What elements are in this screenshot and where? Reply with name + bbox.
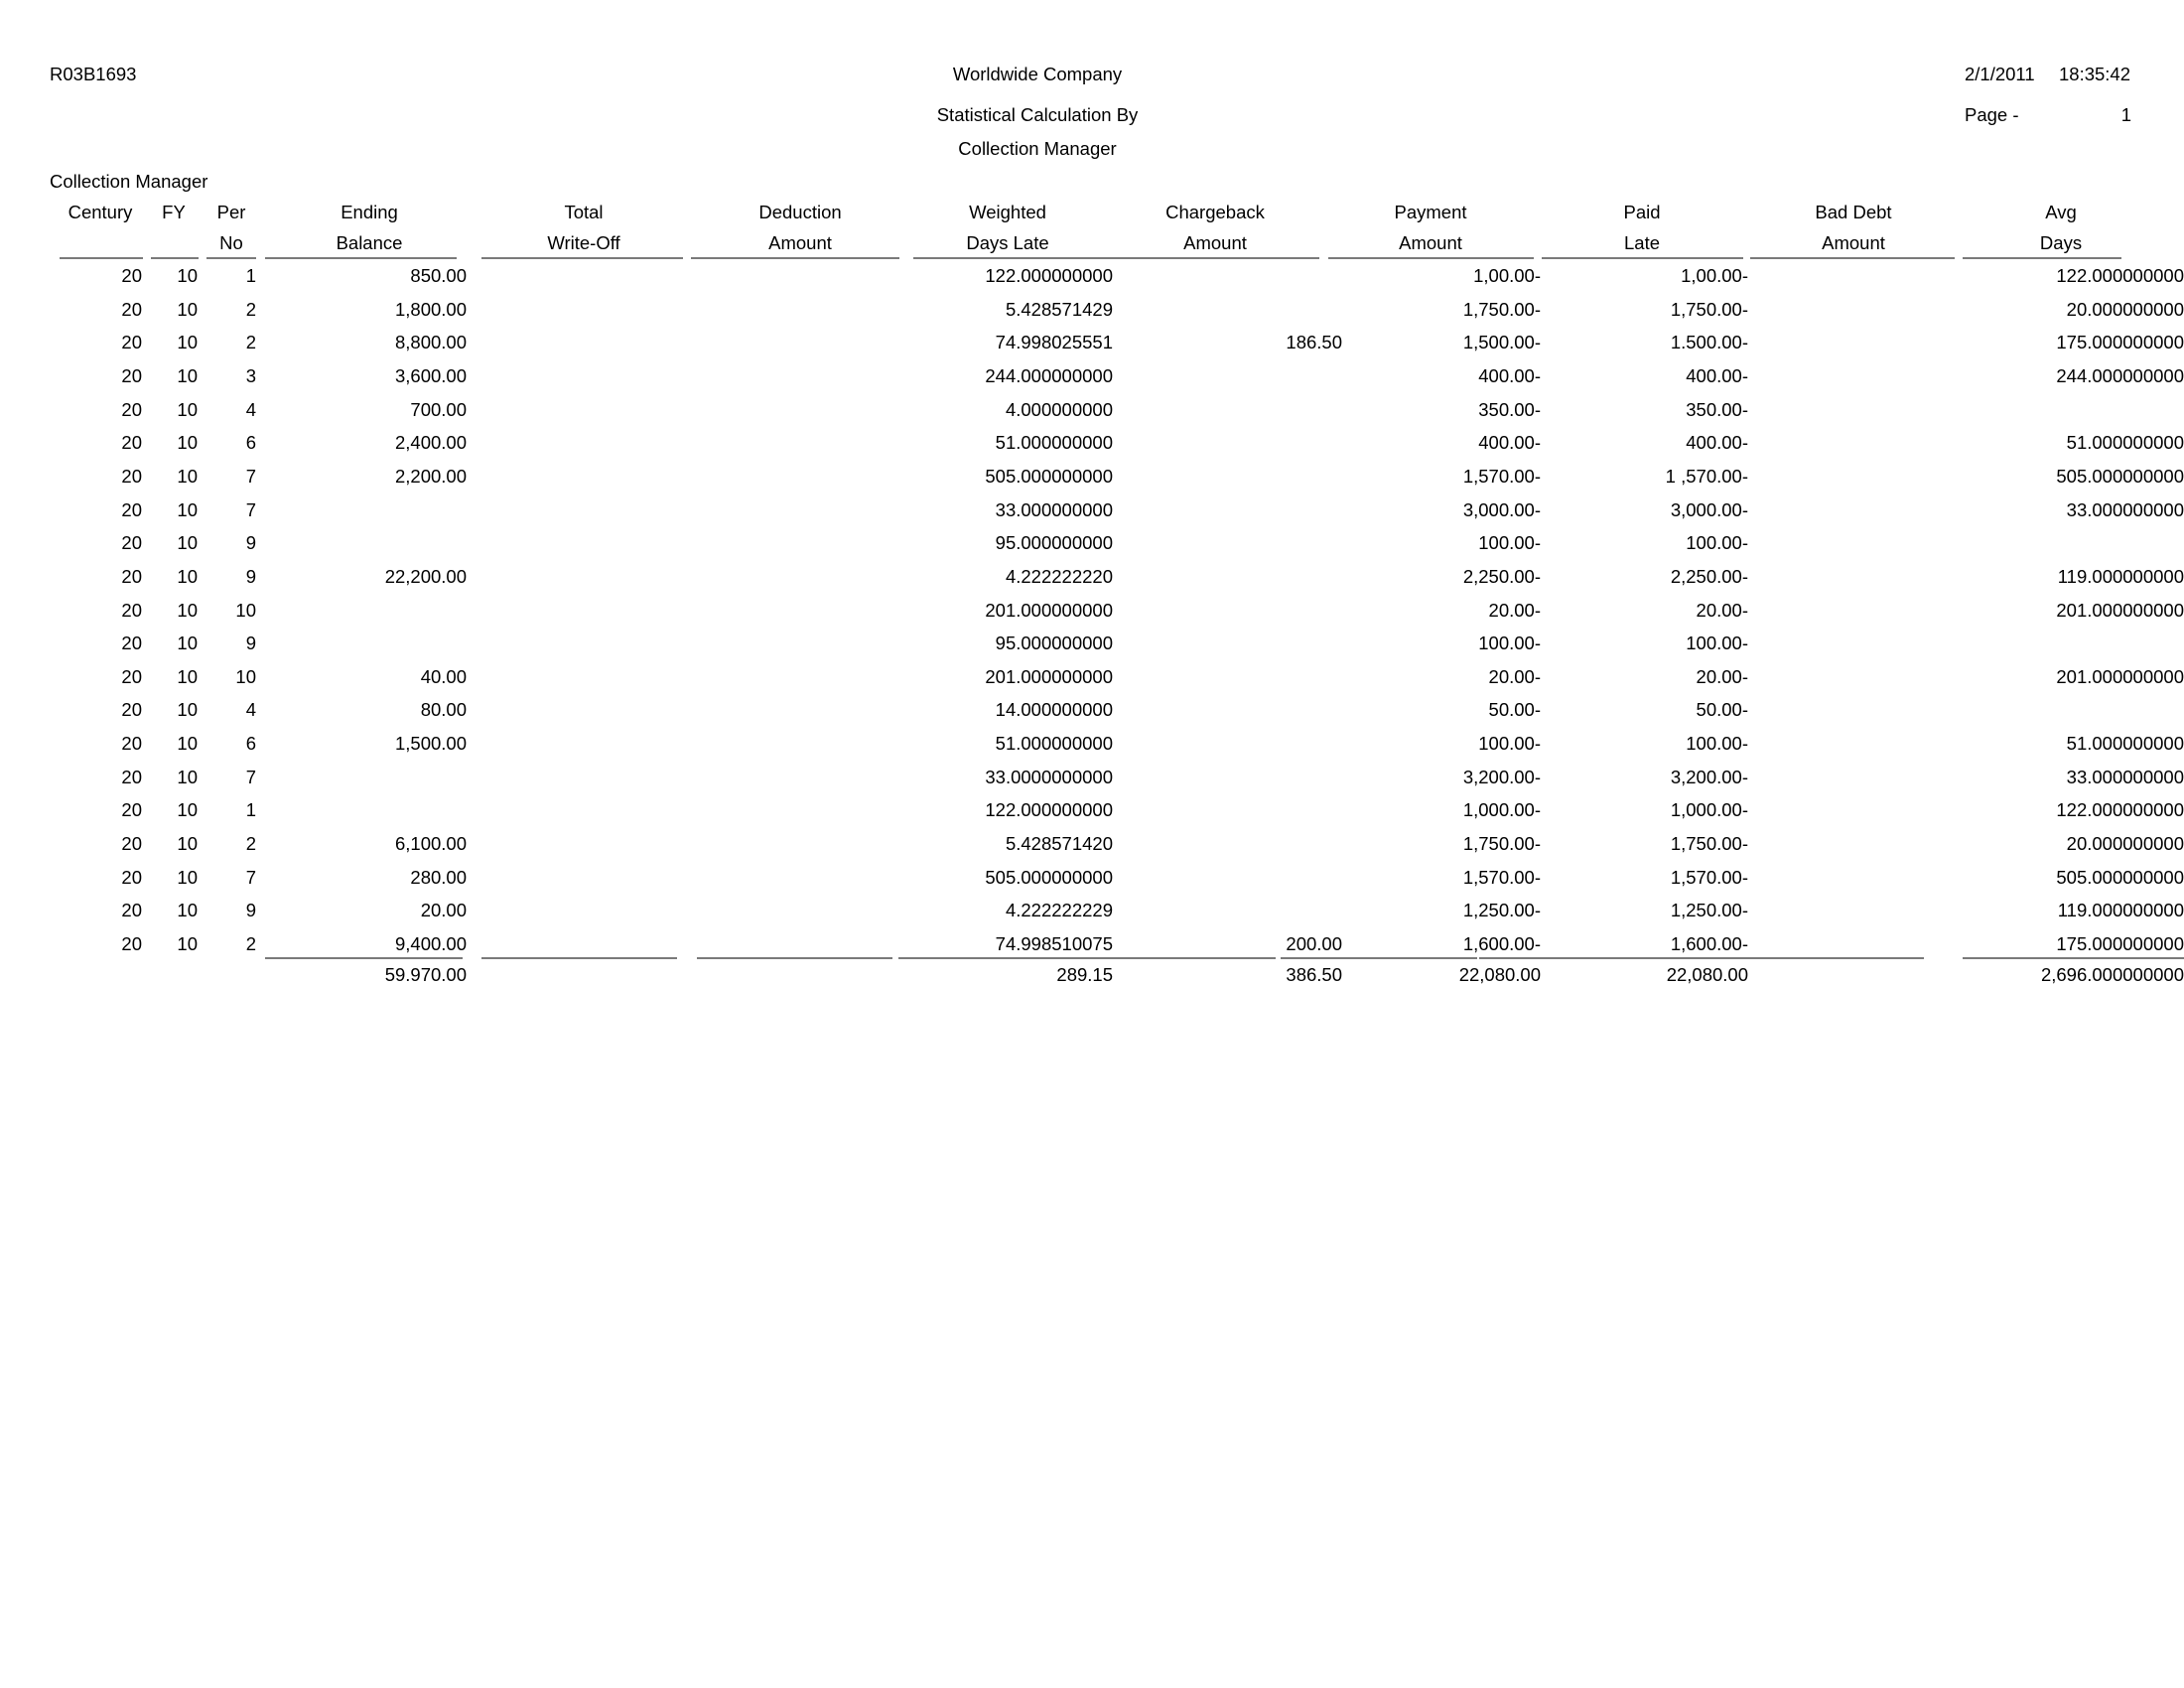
cell-paid_late: 3,200.00- xyxy=(1670,767,1748,787)
column-subheader-weighted: Days Late xyxy=(966,232,1049,253)
cell-paid_late: 1,00.00- xyxy=(1681,265,1748,286)
cell-ending_balance: 2,200.00 xyxy=(394,466,467,487)
cell-ending_balance: 9,400.00 xyxy=(394,933,467,954)
cell-per: 9 xyxy=(245,566,256,587)
cell-century: 20 xyxy=(121,566,142,587)
cell-per: 10 xyxy=(235,600,256,621)
cell-century: 20 xyxy=(121,699,142,720)
cell-century: 20 xyxy=(121,432,142,453)
cell-weighted: 201.000000000 xyxy=(985,666,1113,687)
cell-ending_balance: 3,600.00 xyxy=(394,365,467,386)
cell-paid_late: 1,600.00- xyxy=(1670,933,1748,954)
cell-century: 20 xyxy=(121,365,142,386)
column-header-per: Per xyxy=(216,202,246,222)
cell-paid_late: 1,750.00- xyxy=(1670,299,1748,320)
column-subheader-ending_balance: Balance xyxy=(336,232,403,253)
cell-per: 1 xyxy=(245,799,256,820)
cell-fy: 10 xyxy=(177,600,198,621)
cell-avg_days: 175.000000000 xyxy=(2056,933,2184,954)
cell-century: 20 xyxy=(121,733,142,754)
cell-per: 4 xyxy=(245,699,256,720)
cell-weighted: 201.000000000 xyxy=(985,600,1113,621)
total-ending_balance: 59.970.00 xyxy=(384,964,467,985)
total-rule xyxy=(898,957,1276,959)
cell-century: 20 xyxy=(121,399,142,420)
cell-paid_late: 100.00- xyxy=(1686,733,1748,754)
cell-ending_balance: 80.00 xyxy=(420,699,467,720)
cell-paid_late: 100.00- xyxy=(1686,532,1748,553)
cell-century: 20 xyxy=(121,265,142,286)
header-underline xyxy=(1328,257,1534,259)
cell-payment: 100.00- xyxy=(1478,733,1541,754)
column-header-avg_days: Avg xyxy=(2045,202,2077,222)
cell-payment: 1,500.00- xyxy=(1462,332,1541,352)
cell-fy: 10 xyxy=(177,399,198,420)
cell-payment: 100.00- xyxy=(1478,633,1541,653)
cell-avg_days: 505.000000000 xyxy=(2056,466,2184,487)
column-subheader-deduction: Amount xyxy=(768,232,832,253)
cell-payment: 1,750.00- xyxy=(1462,833,1541,854)
cell-paid_late: 350.00- xyxy=(1686,399,1748,420)
total-avg_days: 2,696.000000000 xyxy=(2040,964,2184,985)
cell-paid_late: 1,570.00- xyxy=(1670,867,1748,888)
cell-fy: 10 xyxy=(177,733,198,754)
cell-payment: 100.00- xyxy=(1478,532,1541,553)
cell-avg_days: 244.000000000 xyxy=(2056,365,2184,386)
cell-per: 7 xyxy=(245,867,256,888)
cell-avg_days: 505.000000000 xyxy=(2056,867,2184,888)
cell-fy: 10 xyxy=(177,767,198,787)
cell-payment: 1,570.00- xyxy=(1462,466,1541,487)
cell-per: 3 xyxy=(245,365,256,386)
page-number: 1 xyxy=(2120,104,2131,125)
total-rule xyxy=(697,957,892,959)
cell-payment: 50.00- xyxy=(1488,699,1541,720)
cell-fy: 10 xyxy=(177,799,198,820)
cell-per: 2 xyxy=(245,933,256,954)
cell-payment: 400.00- xyxy=(1478,365,1541,386)
cell-per: 2 xyxy=(245,833,256,854)
cell-ending_balance: 280.00 xyxy=(410,867,467,888)
cell-century: 20 xyxy=(121,466,142,487)
cell-century: 20 xyxy=(121,799,142,820)
cell-fy: 10 xyxy=(177,265,198,286)
cell-paid_late: 1.500.00- xyxy=(1670,332,1748,352)
cell-per: 7 xyxy=(245,767,256,787)
cell-paid_late: 400.00- xyxy=(1686,365,1748,386)
column-subheader-paid_late: Late xyxy=(1623,232,1661,253)
cell-paid_late: 20.00- xyxy=(1696,666,1748,687)
cell-payment: 1,600.00- xyxy=(1462,933,1541,954)
cell-per: 9 xyxy=(245,532,256,553)
cell-century: 20 xyxy=(121,666,142,687)
cell-per: 1 xyxy=(245,265,256,286)
cell-payment: 3,200.00- xyxy=(1462,767,1541,787)
cell-fy: 10 xyxy=(177,566,198,587)
total-rule xyxy=(1963,957,2184,959)
cell-weighted: 51.000000000 xyxy=(995,733,1113,754)
cell-payment: 400.00- xyxy=(1478,432,1541,453)
cell-paid_late: 1,000.00- xyxy=(1670,799,1748,820)
cell-per: 9 xyxy=(245,900,256,920)
cell-century: 20 xyxy=(121,900,142,920)
cell-fy: 10 xyxy=(177,532,198,553)
cell-ending_balance: 8,800.00 xyxy=(394,332,467,352)
cell-payment: 1,250.00- xyxy=(1462,900,1541,920)
cell-weighted: 74.998510075 xyxy=(995,933,1113,954)
cell-weighted: 14.000000000 xyxy=(995,699,1113,720)
cell-payment: 2,250.00- xyxy=(1462,566,1541,587)
header-underline xyxy=(206,257,256,259)
cell-payment: 20.00- xyxy=(1488,600,1541,621)
cell-fy: 10 xyxy=(177,833,198,854)
total-paid_late: 22,080.00 xyxy=(1666,964,1748,985)
report-subtitle: Collection Manager xyxy=(958,138,1117,159)
cell-payment: 1,00.00- xyxy=(1473,265,1541,286)
cell-weighted: 4.222222229 xyxy=(1005,900,1113,920)
cell-paid_late: 400.00- xyxy=(1686,432,1748,453)
cell-avg_days: 20.000000000 xyxy=(2066,833,2184,854)
cell-century: 20 xyxy=(121,499,142,520)
cell-per: 7 xyxy=(245,499,256,520)
cell-century: 20 xyxy=(121,600,142,621)
cell-weighted: 33.0000000000 xyxy=(985,767,1113,787)
cell-ending_balance: 1,800.00 xyxy=(394,299,467,320)
cell-fy: 10 xyxy=(177,499,198,520)
cell-ending_balance: 1,500.00 xyxy=(394,733,467,754)
column-header-bad_debt: Bad Debt xyxy=(1815,202,1892,222)
cell-weighted: 122.000000000 xyxy=(985,265,1113,286)
column-header-fy: FY xyxy=(162,202,186,222)
cell-per: 6 xyxy=(245,432,256,453)
cell-paid_late: 1,250.00- xyxy=(1670,900,1748,920)
column-subheader-total_writeoff: Write-Off xyxy=(547,232,620,253)
cell-paid_late: 2,250.00- xyxy=(1670,566,1748,587)
cell-payment: 3,000.00- xyxy=(1462,499,1541,520)
header-underline xyxy=(1542,257,1743,259)
column-header-chargeback: Chargeback xyxy=(1165,202,1265,222)
cell-avg_days: 33.000000000 xyxy=(2066,767,2184,787)
header-underline xyxy=(691,257,899,259)
column-subheader-per: No xyxy=(219,232,243,253)
cell-ending_balance: 20.00 xyxy=(420,900,467,920)
cell-weighted: 505.000000000 xyxy=(985,466,1113,487)
page-label: Page - xyxy=(1965,104,2019,125)
cell-per: 2 xyxy=(245,332,256,352)
header-underline xyxy=(1112,257,1319,259)
cell-weighted: 5.428571420 xyxy=(1005,833,1113,854)
header-underline xyxy=(1750,257,1955,259)
cell-ending_balance: 2,400.00 xyxy=(394,432,467,453)
cell-ending_balance: 6,100.00 xyxy=(394,833,467,854)
cell-fy: 10 xyxy=(177,432,198,453)
cell-century: 20 xyxy=(121,933,142,954)
cell-paid_late: 1 ,570.00- xyxy=(1665,466,1748,487)
cell-paid_late: 50.00- xyxy=(1696,699,1748,720)
column-header-paid_late: Paid xyxy=(1623,202,1661,222)
cell-payment: 20.00- xyxy=(1488,666,1541,687)
total-payment: 22,080.00 xyxy=(1458,964,1541,985)
cell-payment: 1,000.00- xyxy=(1462,799,1541,820)
cell-avg_days: 122.000000000 xyxy=(2056,265,2184,286)
cell-fy: 10 xyxy=(177,466,198,487)
cell-weighted: 74.998025551 xyxy=(995,332,1113,352)
header-underline xyxy=(151,257,199,259)
cell-fy: 10 xyxy=(177,633,198,653)
company-name: Worldwide Company xyxy=(952,64,1123,84)
cell-fy: 10 xyxy=(177,933,198,954)
report-date: 2/1/2011 xyxy=(1965,64,2035,84)
cell-ending_balance: 700.00 xyxy=(410,399,467,420)
cell-avg_days: 119.000000000 xyxy=(2057,900,2184,920)
cell-paid_late: 3,000.00- xyxy=(1670,499,1748,520)
cell-ending_balance: 22,200.00 xyxy=(384,566,467,587)
cell-fy: 10 xyxy=(177,666,198,687)
cell-fy: 10 xyxy=(177,867,198,888)
column-header-weighted: Weighted xyxy=(969,202,1046,222)
cell-per: 6 xyxy=(245,733,256,754)
cell-century: 20 xyxy=(121,532,142,553)
header-underline xyxy=(913,257,1112,259)
cell-per: 10 xyxy=(235,666,256,687)
cell-avg_days: 119.000000000 xyxy=(2057,566,2184,587)
cell-payment: 1,570.00- xyxy=(1462,867,1541,888)
cell-weighted: 95.000000000 xyxy=(995,532,1113,553)
cell-weighted: 95.000000000 xyxy=(995,633,1113,653)
cell-weighted: 51.000000000 xyxy=(995,432,1113,453)
cell-paid_late: 20.00- xyxy=(1696,600,1748,621)
group-label: Collection Manager xyxy=(50,171,208,192)
cell-avg_days: 201.000000000 xyxy=(2056,666,2184,687)
header-underline xyxy=(1963,257,2121,259)
cell-fy: 10 xyxy=(177,332,198,352)
cell-fy: 10 xyxy=(177,299,198,320)
total-chargeback: 386.50 xyxy=(1286,964,1342,985)
column-subheader-avg_days: Days xyxy=(2039,232,2083,253)
cell-weighted: 33.000000000 xyxy=(995,499,1113,520)
cell-weighted: 5.428571429 xyxy=(1005,299,1113,320)
column-subheader-bad_debt: Amount xyxy=(1822,232,1885,253)
report-title: Statistical Calculation By xyxy=(936,104,1139,125)
column-header-ending_balance: Ending xyxy=(341,202,398,222)
cell-paid_late: 1,750.00- xyxy=(1670,833,1748,854)
cell-per: 4 xyxy=(245,399,256,420)
cell-fy: 10 xyxy=(177,900,198,920)
column-header-total_writeoff: Total xyxy=(564,202,604,222)
cell-payment: 350.00- xyxy=(1478,399,1541,420)
cell-avg_days: 175.000000000 xyxy=(2056,332,2184,352)
cell-avg_days: 33.000000000 xyxy=(2066,499,2184,520)
cell-ending_balance: 850.00 xyxy=(410,265,467,286)
column-subheader-payment: Amount xyxy=(1399,232,1462,253)
cell-century: 20 xyxy=(121,633,142,653)
cell-ending_balance: 40.00 xyxy=(420,666,467,687)
cell-per: 9 xyxy=(245,633,256,653)
total-rule xyxy=(1479,957,1924,959)
cell-paid_late: 100.00- xyxy=(1686,633,1748,653)
cell-weighted: 244.000000000 xyxy=(985,365,1113,386)
cell-century: 20 xyxy=(121,299,142,320)
column-header-payment: Payment xyxy=(1394,202,1467,222)
cell-weighted: 505.000000000 xyxy=(985,867,1113,888)
cell-weighted: 122.000000000 xyxy=(985,799,1113,820)
cell-avg_days: 51.000000000 xyxy=(2066,432,2184,453)
cell-per: 2 xyxy=(245,299,256,320)
header-underline xyxy=(265,257,457,259)
cell-fy: 10 xyxy=(177,699,198,720)
total-rule xyxy=(265,957,463,959)
cell-weighted: 4.222222220 xyxy=(1005,566,1113,587)
total-weighted: 289.15 xyxy=(1056,964,1113,985)
cell-fy: 10 xyxy=(177,365,198,386)
cell-avg_days: 20.000000000 xyxy=(2066,299,2184,320)
cell-payment: 1,750.00- xyxy=(1462,299,1541,320)
column-header-deduction: Deduction xyxy=(758,202,842,222)
cell-chargeback: 200.00 xyxy=(1286,933,1342,954)
cell-century: 20 xyxy=(121,332,142,352)
cell-avg_days: 122.000000000 xyxy=(2056,799,2184,820)
cell-century: 20 xyxy=(121,867,142,888)
total-rule xyxy=(481,957,677,959)
header-underline xyxy=(60,257,143,259)
column-header-century: Century xyxy=(68,202,133,222)
report-id: R03B1693 xyxy=(50,64,137,84)
cell-century: 20 xyxy=(121,833,142,854)
cell-per: 7 xyxy=(245,466,256,487)
header-underline xyxy=(481,257,683,259)
cell-century: 20 xyxy=(121,767,142,787)
cell-weighted: 4.000000000 xyxy=(1005,399,1113,420)
cell-avg_days: 51.000000000 xyxy=(2066,733,2184,754)
column-subheader-chargeback: Amount xyxy=(1183,232,1247,253)
total-rule xyxy=(1281,957,1477,959)
cell-avg_days: 201.000000000 xyxy=(2056,600,2184,621)
cell-chargeback: 186.50 xyxy=(1286,332,1342,352)
report-time: 18:35:42 xyxy=(2059,64,2131,84)
